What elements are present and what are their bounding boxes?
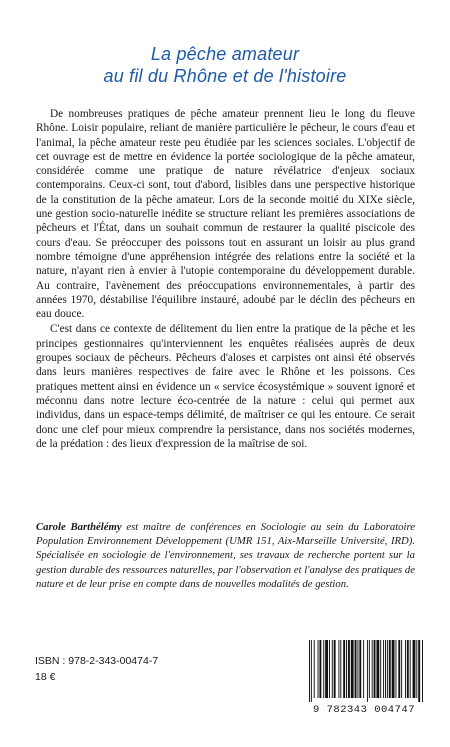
- book-title-line-2: au fil du Rhône et de l'histoire: [103, 66, 347, 86]
- blurb-paragraph-1: De nombreuses pratiques de pêche amateur prennent lieu le long du fleuve Rhône. Loisir populaire, reliant de manière particulière le pêcheur, le cours d'eau et l'animal, la pêche amateur reste peu étudiée par les sciences sociales. L'objectif de cet ouvrage est de mettre en évidence la portée sociologique de la pêche amateur, considérée comme une pratique de nature révélatrice d'enjeux sociaux contemporains. Ceux-ci sont, tout d'abord, lisibles dans une perspective historique de la constitution de la pêche amateur. Lors de la seconde moitié du XIXe siècle, une gestion socio-naturelle inédite se structure reliant les premières associations de pêcheurs et l'État, dans un souhait commun de restaurer la qualité piscicole des cours d'eau. Se préoccuper des poissons tout en assurant un loisir au plus grand nombre témoigne d'une appréhension intégrée des relations entre la société et la nature, n'ayant rien à envier à l'utopie contemporaine du développement durable. Au contraire, l'avènement des préoccupations environnementales, à partir des années 1970, déstabilise l'équilibre instauré, adoubé par le déclin des pêcheurs en eau douce.: [36, 108, 415, 321]
- book-title-line-1: La pêche amateur: [150, 44, 300, 64]
- barcode-digits: 9 782343 004747: [312, 704, 415, 716]
- author-bio-text: est maître de conférences en Sociologie au sein du Laboratoire Population Environnement Développement (UMR 151, Aix-Marseille Université, IRD). Spécialisée en sociologie de l'environnement, ses travaux de recherche portent sur la gestion durable des ressources naturelles, par l'observation et l'analyse des pratiques de nature et de leur prise en compte dans de nouvelles modalités de gestion.: [36, 521, 415, 590]
- blurb: [36, 107, 415, 451]
- blurb-paragraph-2: C'est dans ce contexte de délitement du lien entre la pratique de la pêche et les principes gestionnaires qu'interviennent les enquêtes réalisées auprès de deux groupes sociaux de pêcheurs. Pêcheurs d'aloses et carpistes ont ainsi été observés dans leurs manières respectives de faire avec le Rhône et les poissons. Ces pratiques mettent ainsi en évidence un « service écosystémique » souvent ignoré et méconnu dans notre lecture éco-centrée de la nature : celui qui permet aux individus, dans un espace-temps délimité, de maîtriser ce qui les entoure. Ce serait donc une clef pour mieux comprendre la persistance, dans nos sociétés modernes, de la prédation : des lieux d'expression de la maîtrise de soi.: [36, 323, 415, 450]
- price: 18 €: [35, 671, 56, 683]
- author-name: Carole Barthélémy: [36, 521, 122, 533]
- barcode: [307, 640, 425, 702]
- barcode-bars: [307, 640, 425, 702]
- isbn: ISBN : 978-2-343-00474-7: [35, 655, 159, 667]
- author-bio: [36, 520, 415, 591]
